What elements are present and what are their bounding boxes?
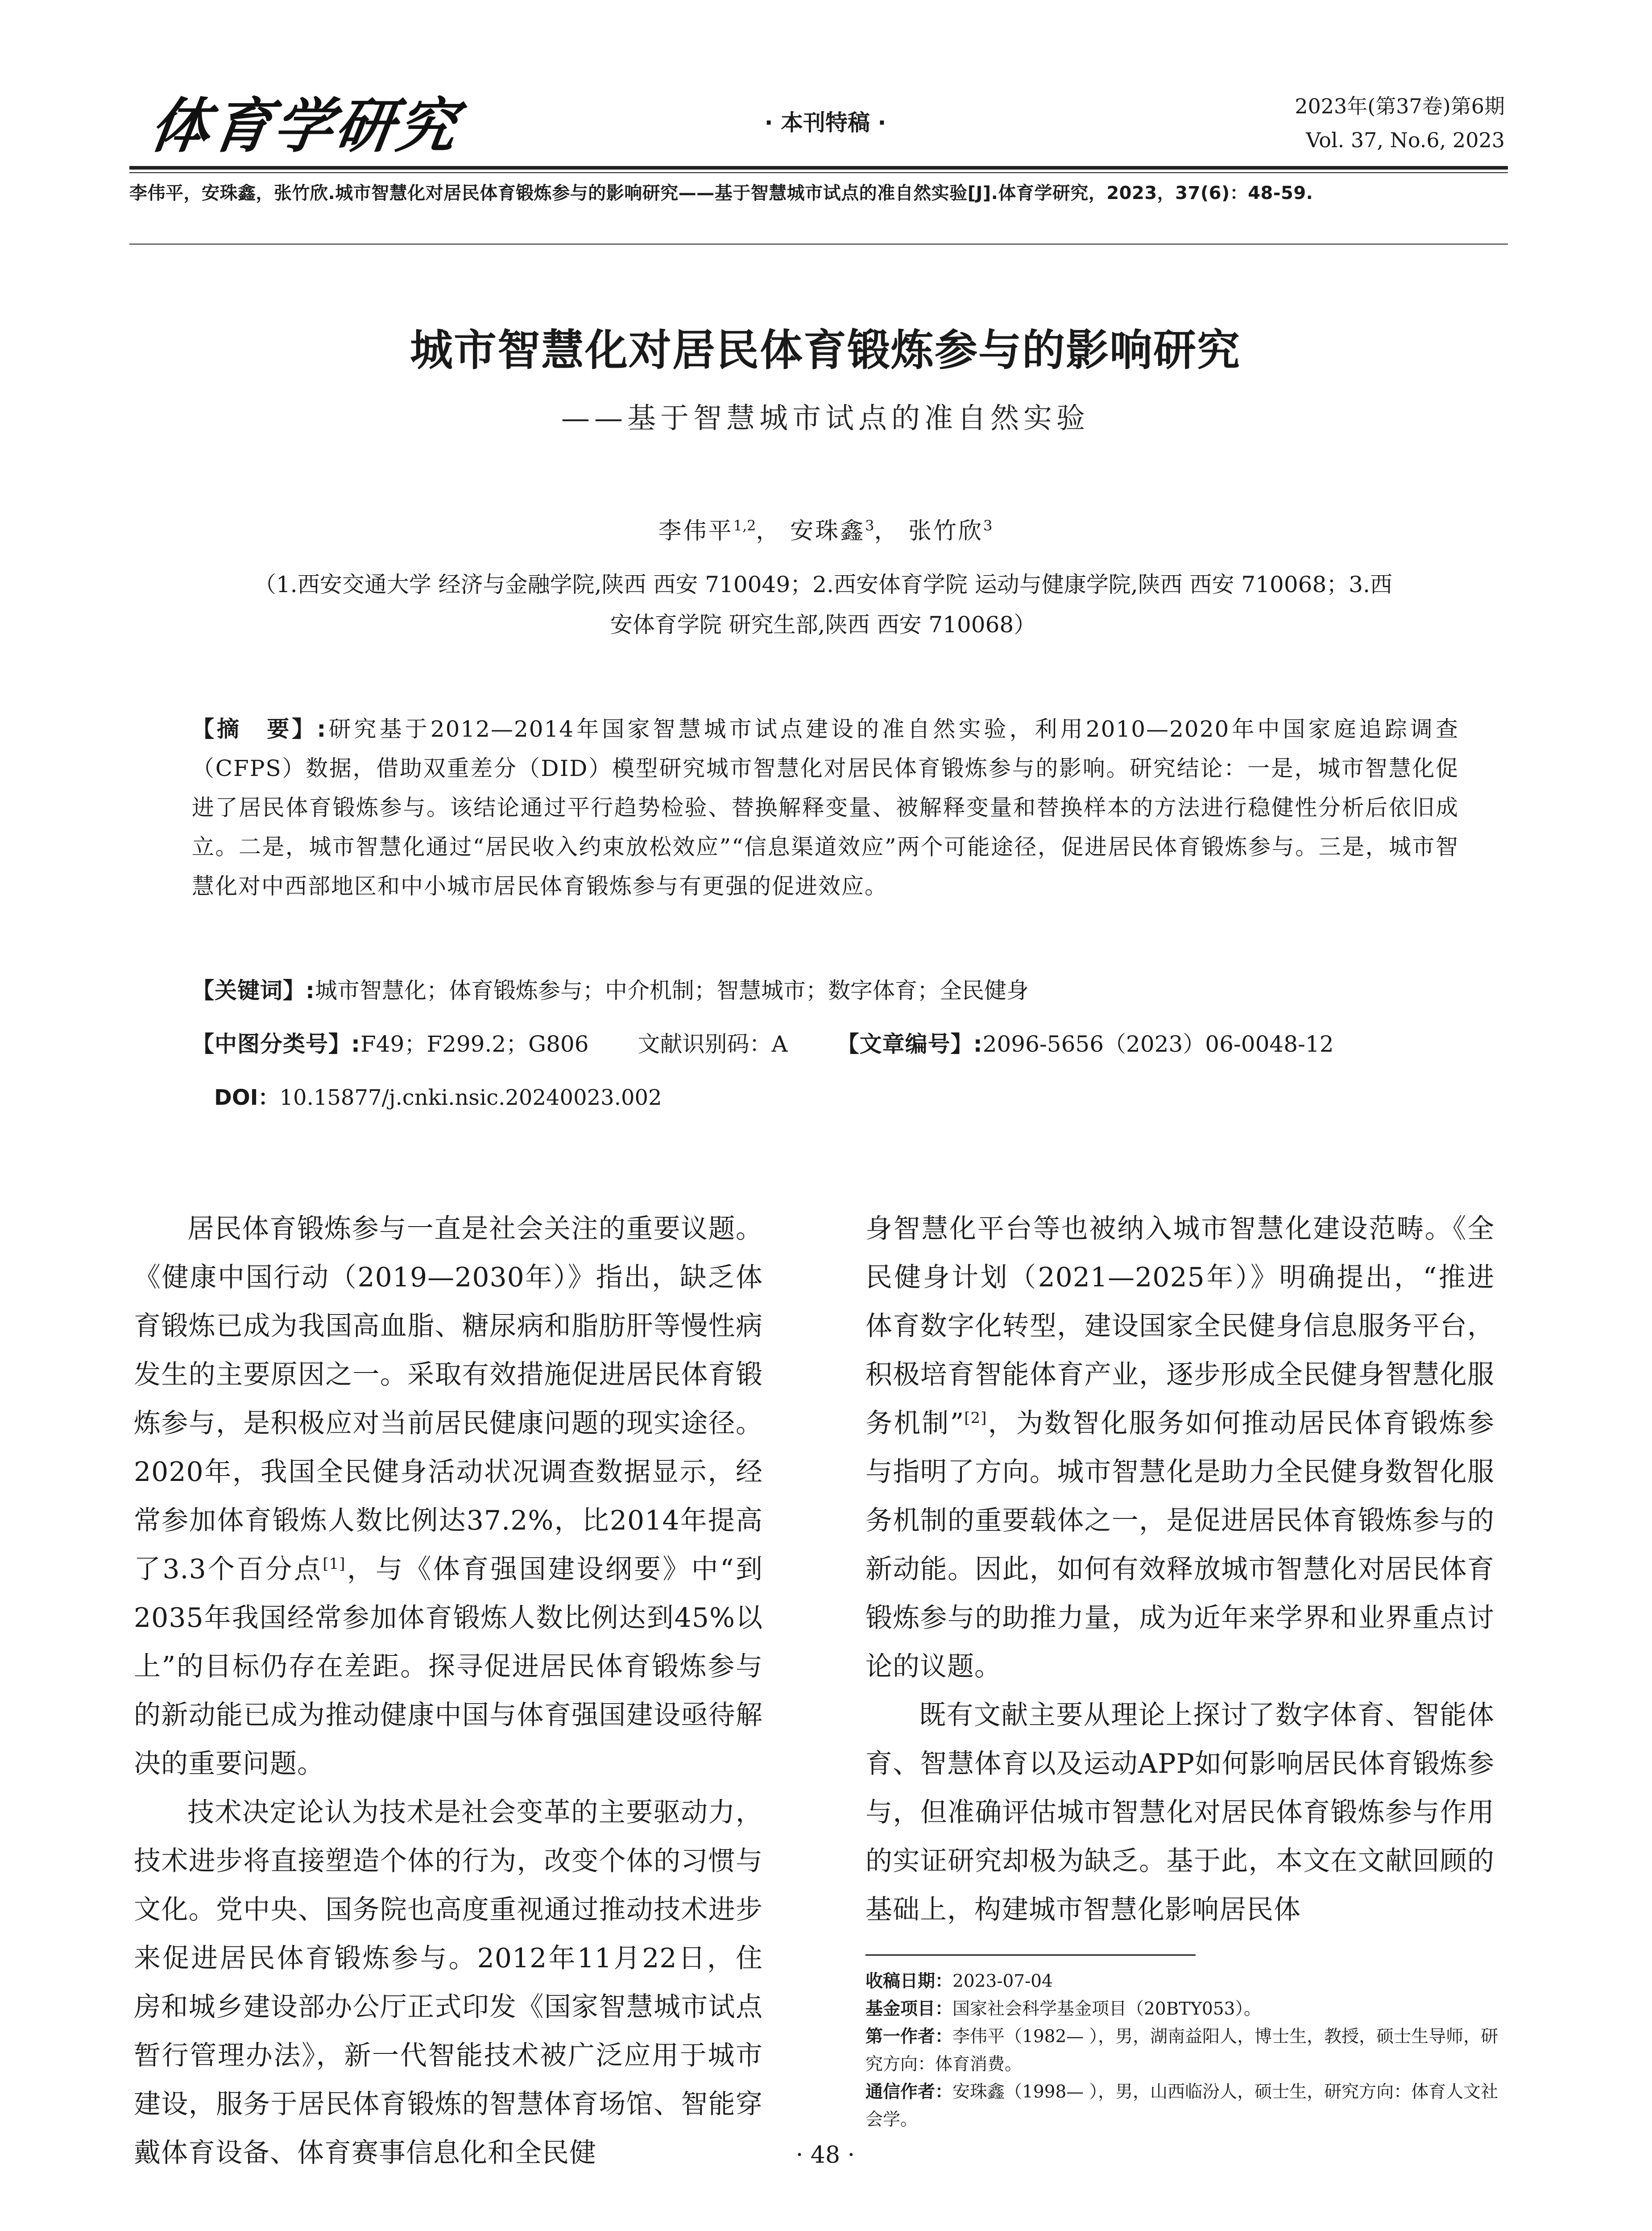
footnote-label: 收稿日期： xyxy=(865,1971,953,1991)
affiliations xyxy=(143,564,1503,645)
citation-ref: [1] xyxy=(323,1555,346,1573)
footnotes xyxy=(865,1968,1512,2134)
doc-code-label: 文献识别码： xyxy=(638,1031,772,1057)
header-rule-thin xyxy=(129,172,1508,173)
footnote-fund xyxy=(865,1995,1512,2023)
footnote-corresponding-author xyxy=(865,2078,1512,2134)
affiliation-line: （1.西安交通大学 经济与金融学院,陕西 西安 710049；2.西安体育学院 运动与健康学院,陕西 西安 710068；3.西 xyxy=(253,572,1392,597)
footnote-label: 第一作者： xyxy=(865,2027,953,2047)
footnote-first-author xyxy=(865,2023,1512,2078)
issue-info xyxy=(1295,89,1505,157)
clc-number: F49；F299.2；G806 xyxy=(360,1031,589,1057)
section-label: · 本刊特稿 · xyxy=(764,110,886,136)
author-affil-sup: 1,2 xyxy=(733,517,756,534)
abstract-text: 研究基于2012—2014年国家智慧城市试点建设的准自然实验，利用2010—2020年中国家庭追踪调查（CFPS）数据，借助双重差分（DID）模型研究城市智慧化对居民体育锻炼参与的影响。研究结论：一是，城市智慧化促进了居民体育锻炼参与。该结论通过平行趋势检验、替换解释变量、被解释变量和替换样本的方法进行稳健性分析后依旧成立。二是，城市智慧化通过“居民收入约束放松效应”“信息渠道效应”两个可能途径，促进居民体育锻炼参与。三是，城市智慧化对中西部地区和中小城市居民体育锻炼参与有更强的促进效应。 xyxy=(192,716,1459,899)
authors xyxy=(129,508,1521,549)
article-subtitle: ——基于智慧城市试点的准自然实验 xyxy=(561,402,1089,435)
abstract xyxy=(192,709,1459,906)
body-text: ，为数智化服务如何推动居民体育锻炼参与指明了方向。城市智慧化是助力全民健身数智化服务机制的重要载体之一，是促进居民体育锻炼参与的新动能。因此，如何有效释放城市智慧化对居民体育锻炼参与的助推力量，成为近年来学界和业界重点讨论的议题。 xyxy=(865,1408,1495,1682)
author-affil-sup: 3 xyxy=(865,517,874,534)
citation-rule xyxy=(129,244,1508,245)
received-date: 2023-07-04 xyxy=(952,1971,1053,1991)
body-paragraph: 既有文献主要从理论上探讨了数字体育、智能体育、智慧体育以及运动APP如何影响居民体育锻炼参与，但准确评估城市智慧化对居民体育锻炼参与作用的实证研究却极为缺乏。基于此，本文在文献回顾的基础上，构建城市智慧化影响居民体 xyxy=(865,1700,1495,1925)
author-sep: ， xyxy=(874,518,899,545)
body-column-right xyxy=(865,1205,1495,1934)
body-text: 身智慧化平台等也被纳入城市智慧化建设范畴。《全民健身计划（2021—2025年）》明确提出，“推进体育数字化转型，建设国家全民健身信息服务平台，积极培育智能体育产业，逐步形成全民健身智慧化服务机制” xyxy=(865,1213,1495,1439)
citation: 李伟平，安珠鑫，张竹欣.城市智慧化对居民体育锻炼参与的影响研究——基于智慧城市试点的准自然实验[J].体育学研究，2023，37(6)：48-59. xyxy=(129,183,1313,203)
page-number: · 48 · xyxy=(795,2142,855,2169)
footnote-label: 基金项目： xyxy=(865,1999,953,2019)
citation-ref: [2] xyxy=(964,1409,987,1427)
body-column-left xyxy=(134,1205,763,2177)
keywords-line xyxy=(192,973,1486,1008)
author-sep: ， xyxy=(756,518,781,545)
keywords: 城市智慧化；体育锻炼参与；中介机制；智慧城市；数字体育；全民健身 xyxy=(315,978,1029,1004)
author-name: 安珠鑫 xyxy=(790,518,865,545)
body-text: 居民体育锻炼参与一直是社会关注的重要议题。《健康中国行动（2019—2030年）》指出，缺乏体育锻炼已成为我国高血脂、糖尿病和脂肪肝等慢性病发生的主要原因之一。采取有效措施促进居民体育锻炼参与，是积极应对当前居民健康问题的现实途径。2020年，我国全民健身活动状况调查数据显示，经常参加体育锻炼人数比例达37.2%，比2014年提高了3.3个百分点 xyxy=(134,1213,763,1585)
footnote-label: 通信作者： xyxy=(865,2082,953,2102)
body-text: ，与《体育强国建设纲要》中“到2035年我国经常参加体育锻炼人数比例达到45%以上”的目标仍存在差距。探寻促进居民体育锻炼参与的新动能已成为推动健康中国与体育强国建设亟待解决的重要问题。 xyxy=(134,1554,763,1779)
clc-label: 【中图分类号】: xyxy=(192,1031,360,1057)
first-author-text: 李伟平（1982— ），男，湖南益阳人，博士生，教授，硕士生导师，研究方向：体育消费。 xyxy=(865,2027,1499,2074)
keywords-label: 【关键词】: xyxy=(192,978,315,1004)
article-title: 城市智慧化对居民体育锻炼参与的影响研究 xyxy=(410,325,1241,375)
issue-year-volume: 2023年(第37卷)第6期 xyxy=(1295,94,1505,118)
classification-line xyxy=(192,1026,1486,1062)
header-rule xyxy=(129,166,1508,170)
body-paragraph: 技术决定论认为技术是社会变革的主要驱动力，技术进步将直接塑造个体的行为，改变个体的习惯与文化。党中央、国务院也高度重视通过推动技术进步来促进居民体育锻炼参与。2012年11月22日，住房和城乡建设部办公厅正式印发《国家智慧城市试点暂行管理办法》，新一代智能技术被广泛应用于城市建设，服务于居民体育锻炼的智慧体育场馆、智能穿戴体育设备、体育赛事信息化和全民健 xyxy=(134,1797,763,2169)
footnote-received xyxy=(865,1968,1512,1995)
fund-text: 国家社会科学基金项目（20BTY053）。 xyxy=(952,1999,1261,2019)
body-paragraph xyxy=(865,1205,1495,1691)
article-no: 2096-5656（2023）06-0048-12 xyxy=(982,1031,1334,1057)
body-paragraph xyxy=(134,1205,763,1788)
abstract-label: 【摘 要】: xyxy=(192,716,327,742)
author-name: 张竹欣 xyxy=(908,518,984,545)
journal-logo: 体育学研究 xyxy=(146,91,464,161)
footnote-rule xyxy=(865,1954,1196,1956)
author-affil-sup: 3 xyxy=(983,517,993,534)
affiliation-line: 安体育学院 研究生部,陕西 西安 710068） xyxy=(610,612,1036,638)
author-name: 李伟平 xyxy=(658,518,733,545)
corresponding-author-text: 安珠鑫（1998— ），男，山西临汾人，硕士生，研究方向：体育人文社会学。 xyxy=(865,2082,1499,2130)
issue-vol-no: Vol. 37, No.6, 2023 xyxy=(1306,128,1505,152)
doc-code: A xyxy=(771,1031,788,1057)
doi: 10.15877/j.cnki.nsic.20240023.002 xyxy=(279,1085,662,1110)
article-no-label: 【文章编号】: xyxy=(836,1031,983,1057)
doi-line xyxy=(214,1080,662,1116)
doi-label: DOI： xyxy=(214,1085,280,1110)
